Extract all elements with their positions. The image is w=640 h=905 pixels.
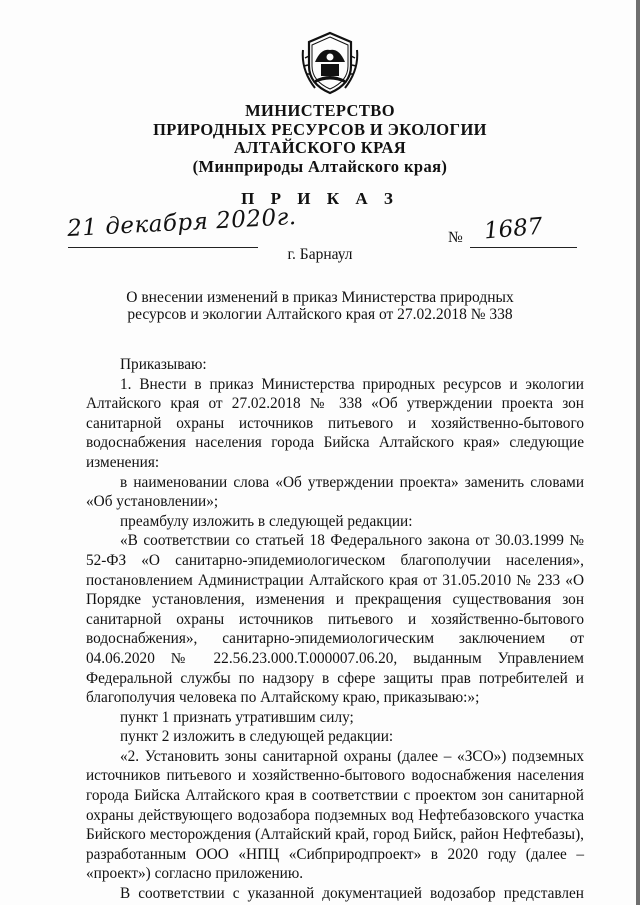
header-line-1: МИНИСТЕРСТВО: [245, 101, 395, 120]
scan-edge: [636, 0, 640, 905]
body-paragraph: преамбулу изложить в следующей редакции:: [120, 512, 413, 530]
subject-line-2: ресурсов и экологии Алтайского края от 27.02.2018 № 338: [127, 305, 513, 323]
body-paragraph: «2. Установить зоны санитарной охраны (далее – «ЗСО») подземных источников питьевого и хозяйственно-бытового водоснабжения населения города Бийска Алтайского края в соответствии с проектом зон санитарной охраны действующего водозабора подземных вод Нефтебазовского участка Бийского месторождения (Алтайский край, город Бийск, район Нефтебазы), разработанным ООО «НПЦ «Сибприродпроект» в 2020 году (далее – «проект») согласно приложению.: [86, 747, 584, 883]
number-label: №: [448, 229, 463, 246]
body-paragraph: в наименовании слова «Об утверждении проекта» заменить словами «Об установлении»;: [86, 473, 584, 511]
header-line-3: АЛТАЙСКОГО КРАЯ: [233, 138, 407, 157]
order-subject: [0, 290, 640, 323]
city: г. Барнаул: [287, 246, 353, 263]
order-title: П Р И К А З: [241, 189, 399, 208]
subject-line-1: О внесении изменений в приказ Министерства природных: [126, 289, 514, 306]
body-paragraph: «В соответствии со статьей 18 Федерального закона от 30.03.1999 № 52-ФЗ «О санитарно-эпидемиологическом благополучии населения», постановлением Администрации Алтайского края от 31.05.2010 № 233 «О Порядке установления, изменения и прекращения существования зон санитарной охраны источников питьевого и хозяйственно-бытового водоснабжения», санитарно-эпидемиологическим заключением от 04.06.2020 № 22.56.23.000.Т.000007.06.20, выданным Управлением Федеральной службы по надзору в сфере защиты прав потребителей и благополучия человека по Алтайскому краю, приказываю:»;: [86, 532, 584, 707]
handwritten-number: 1687: [482, 213, 544, 245]
ministry-header: [0, 102, 640, 176]
order-body: [86, 355, 584, 904]
header-line-4: (Минприроды Алтайского края): [192, 156, 448, 176]
body-paragraph: Приказываю:: [120, 356, 207, 373]
body-paragraph: 1. Внести в приказ Министерства природных ресурсов и экологии Алтайского края от 27.02.2018 № 338 «Об утверждении проекта зон санитарной охраны источников питьевого и хозяйственно-бытового водоснабжения населения города Бийска Алтайского края» следующие изменения:: [86, 375, 584, 471]
header-line-2: ПРИРОДНЫХ РЕСУРСОВ И ЭКОЛОГИИ: [153, 119, 487, 139]
coat-of-arms-icon: [301, 30, 359, 96]
handwritten-date: 21 декабря 2020г.: [66, 204, 298, 242]
body-paragraph: В соответствии с указанной документацией водозабор представлен: [120, 885, 584, 903]
body-paragraph: пункт 2 изложить в следующей редакции:: [120, 728, 394, 746]
body-paragraph: пункт 1 признать утратившим силу;: [120, 708, 354, 726]
